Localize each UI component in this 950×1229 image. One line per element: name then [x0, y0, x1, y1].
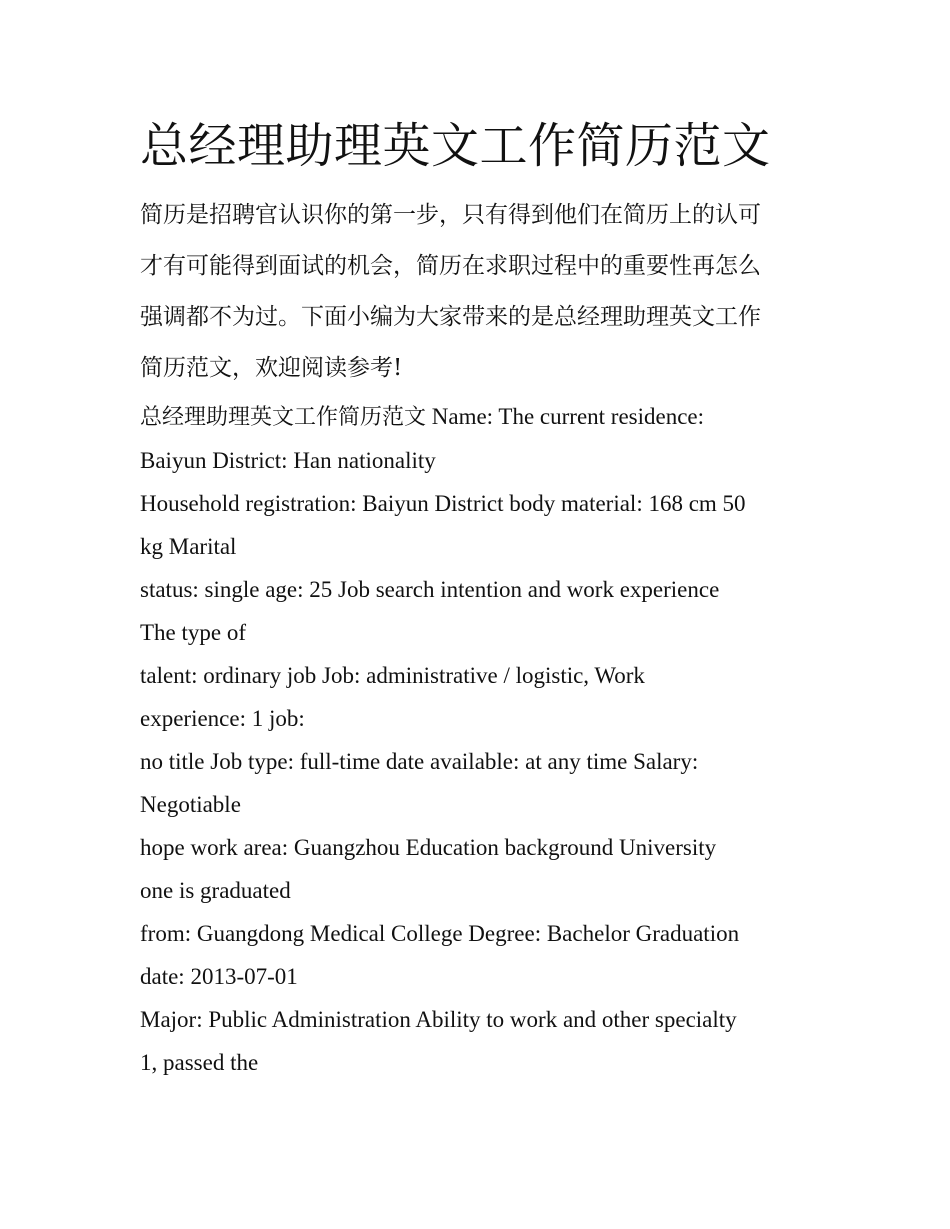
resume-line — [140, 525, 820, 568]
resume-line — [140, 998, 820, 1041]
resume-line — [140, 912, 820, 955]
resume-line-text: date: 2013-07-01 — [140, 964, 298, 989]
resume-line — [140, 439, 820, 482]
resume-body — [140, 395, 820, 1084]
resume-line-text: Household registration: Baiyun District body material: 168 cm 50 — [140, 491, 746, 516]
resume-line-text: talent: ordinary job Job: administrative / logistic, Work — [140, 663, 645, 688]
intro-line: 简历是招聘官认识你的第一步，只有得到他们在简历上的认可 — [140, 202, 761, 228]
resume-line — [140, 869, 820, 912]
resume-line-text: experience: 1 job: — [140, 706, 305, 731]
document-page — [140, 114, 820, 1084]
resume-heading-zh: 总经理助理英文工作简历范文 — [140, 405, 427, 430]
resume-line-text: Negotiable — [140, 792, 241, 817]
resume-line-text: The type of — [140, 620, 247, 645]
intro-paragraph — [140, 190, 820, 394]
resume-line — [140, 482, 820, 525]
resume-line — [140, 654, 820, 697]
resume-line — [140, 568, 820, 611]
intro-line: 才有可能得到面试的机会，简历在求职过程中的重要性再怎么 — [140, 253, 761, 279]
resume-line-text: Major: Public Administration Ability to work and other specialty — [140, 1007, 737, 1032]
resume-line-text: no title Job type: full-time date available: at any time Salary: — [140, 749, 699, 774]
resume-line-text: Baiyun District: Han nationality — [140, 448, 436, 473]
resume-line — [140, 826, 820, 869]
resume-line — [140, 955, 820, 998]
resume-line — [140, 697, 820, 740]
resume-line-text: from: Guangdong Medical College Degree: Bachelor Graduation — [140, 921, 740, 946]
resume-line-first — [140, 395, 820, 439]
resume-line-text: kg Marital — [140, 534, 237, 559]
intro-line: 简历范文，欢迎阅读参考! — [140, 355, 403, 381]
resume-heading-en: Name: The current residence: — [426, 404, 705, 429]
intro-line: 强调都不为过。下面小编为大家带来的是总经理助理英文工作 — [140, 304, 761, 330]
resume-line — [140, 740, 820, 783]
resume-line-text: status: single age: 25 Job search intention and work experience — [140, 577, 720, 602]
resume-line-text: one is graduated — [140, 878, 291, 903]
resume-line — [140, 783, 820, 826]
resume-line — [140, 611, 820, 654]
resume-line-text: hope work area: Guangzhou Education background University — [140, 835, 717, 860]
resume-line-text: 1, passed the — [140, 1050, 259, 1075]
document-title: 总经理助理英文工作简历范文 — [140, 118, 771, 174]
resume-line — [140, 1041, 820, 1084]
